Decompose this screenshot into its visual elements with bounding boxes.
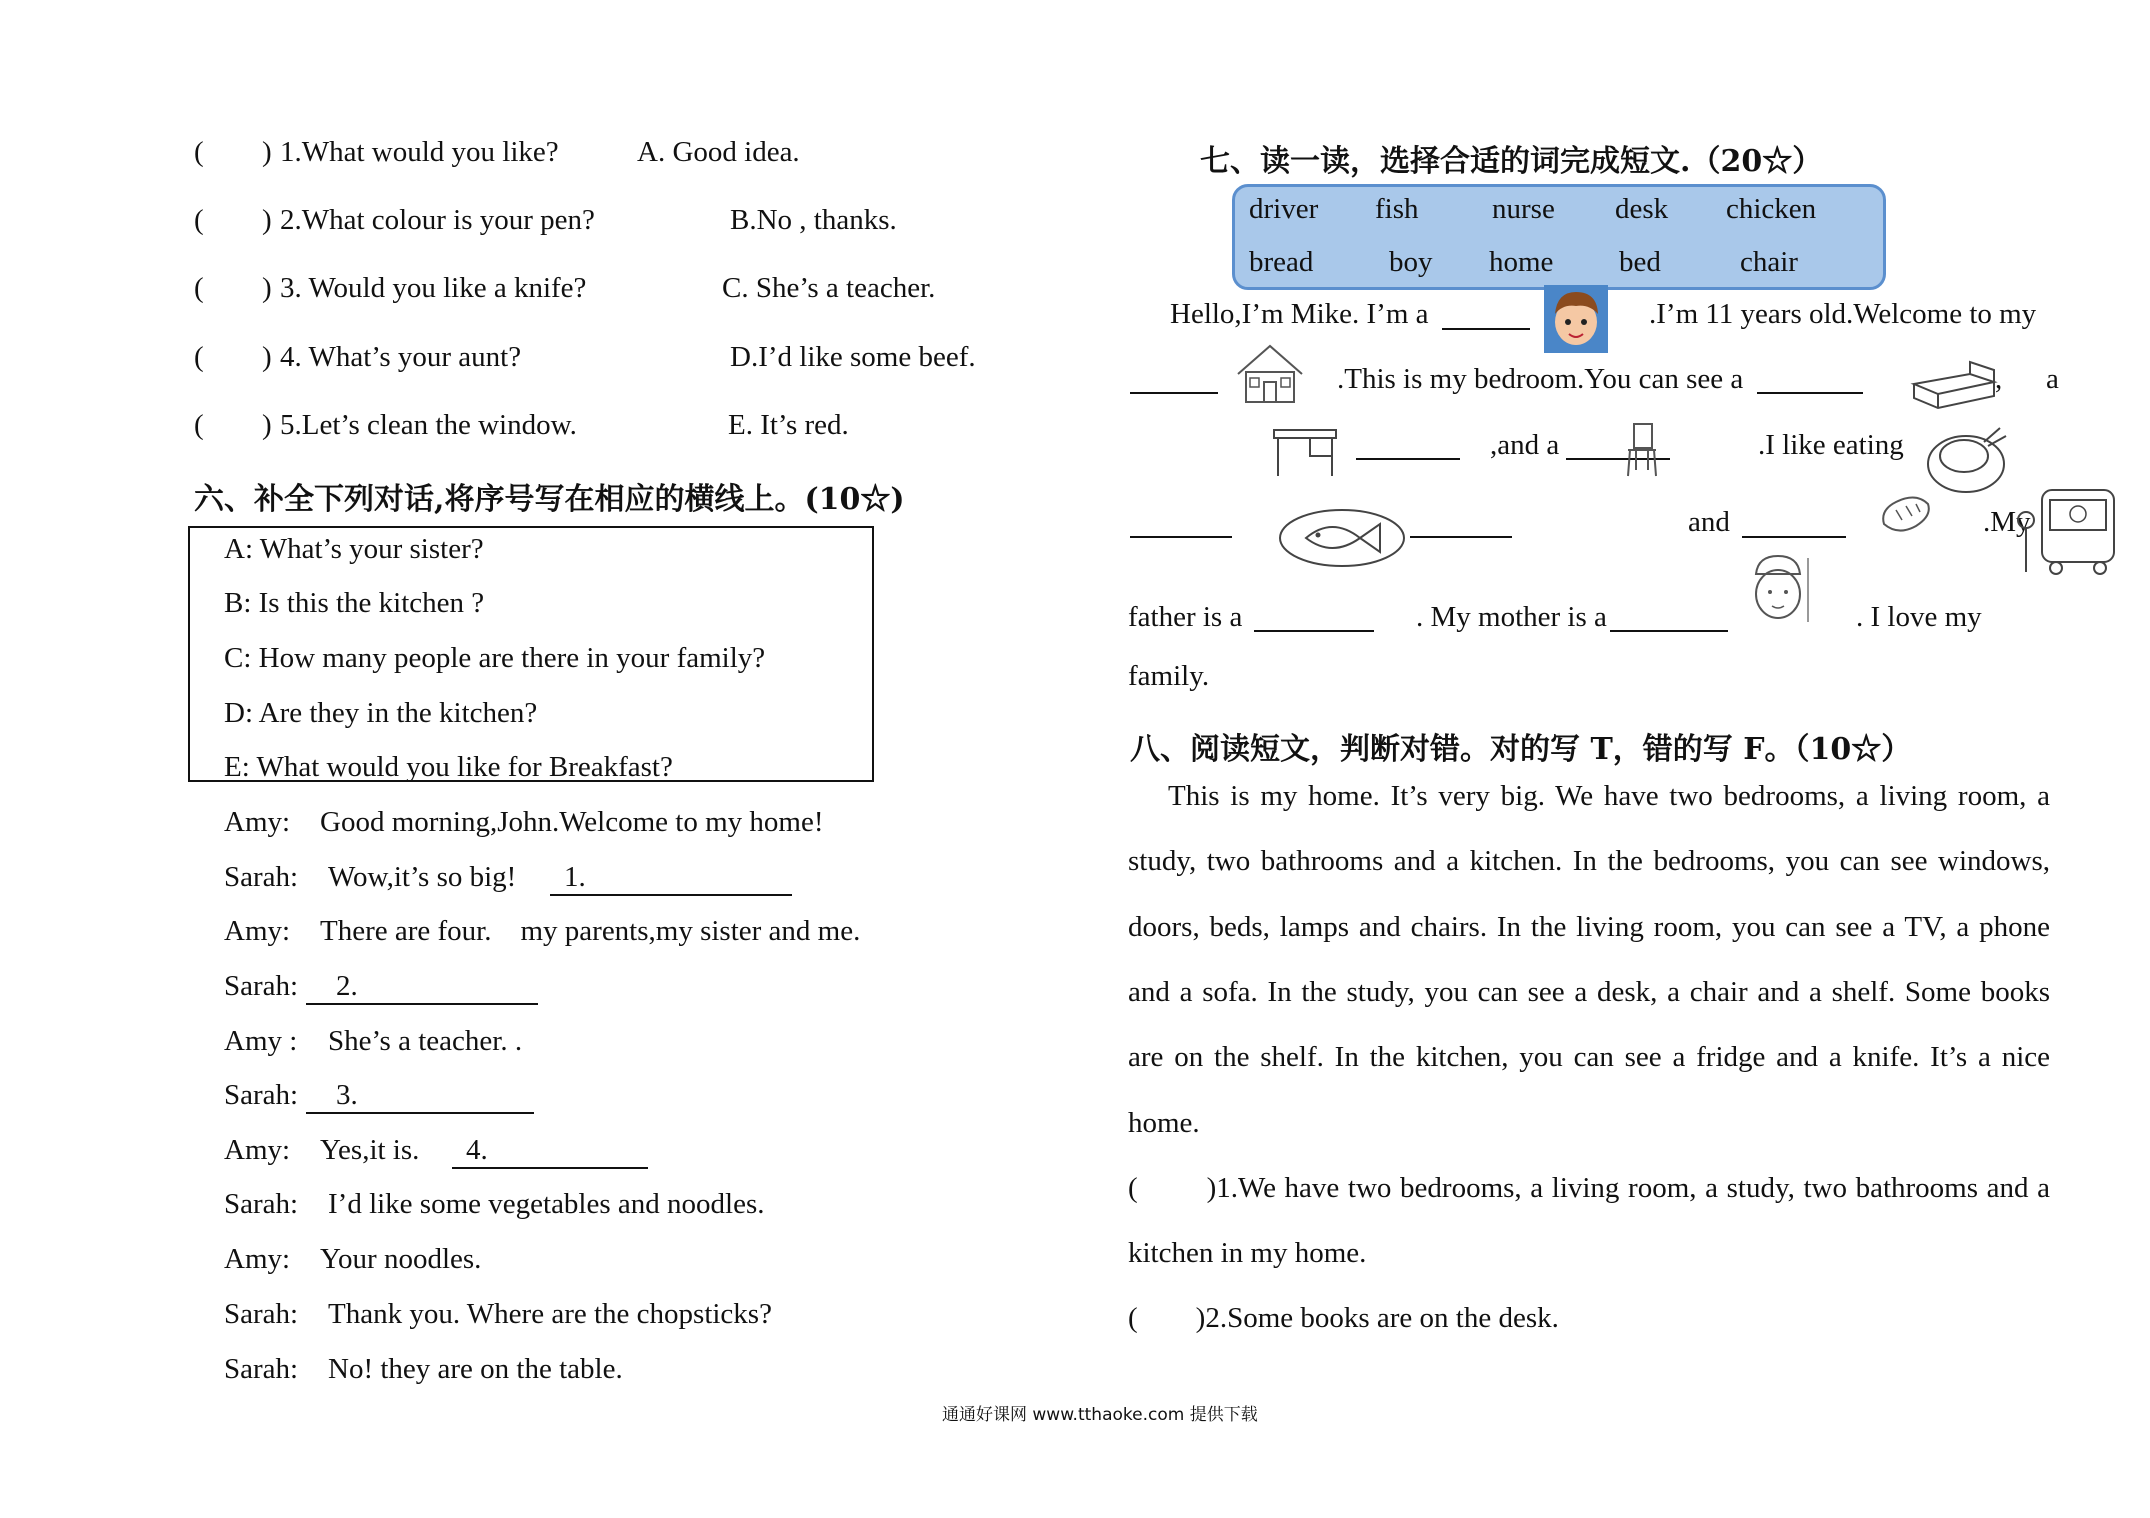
speaker: Amy: [224, 915, 291, 947]
speaker: Sarah: [224, 1079, 299, 1111]
house-icon [1230, 340, 1310, 406]
blank-bed[interactable] [1757, 364, 1863, 394]
dialogue-line: Wow,it’s so big! [328, 861, 517, 893]
paren-close: ) [262, 409, 272, 441]
cloze-text: .I like eating [1758, 429, 1904, 461]
match-answer: D.I’d like some beef. [730, 341, 976, 373]
passage-line: are on the shelf. In the kitchen, you can see a fridge and a knife. It’s a nice [1128, 1041, 2050, 1073]
section6-title: 六、补全下列对话,将序号写在相应的横线上。(10☆) [194, 482, 905, 517]
match-answer: B.No , thanks. [730, 204, 897, 236]
paren-close: ) [262, 136, 272, 168]
word-nurse: nurse [1492, 193, 1555, 225]
driver-bus-icon [2012, 484, 2120, 576]
word-boy: boy [1389, 246, 1433, 278]
fish-icon [1276, 504, 1408, 570]
passage-line: home. [1128, 1107, 1200, 1139]
dialogue-line: No! they are on the table. [328, 1353, 623, 1385]
cloze-text: father is a [1128, 601, 1243, 633]
match-question: 5.Let’s clean the window. [280, 409, 577, 441]
cloze-text: .I’m 11 years old.Welcome to my [1649, 298, 2037, 330]
paren-open: ( [194, 341, 204, 373]
chair-icon [1622, 420, 1662, 478]
speaker: Sarah: [224, 1188, 299, 1220]
cloze-text: . My mother is a [1416, 601, 1607, 633]
cloze-text: and [1688, 506, 1730, 538]
paren-open: ( [194, 409, 204, 441]
dialogue-line: Good morning,John.Welcome to my home! [320, 806, 824, 838]
boy-icon [1543, 284, 1609, 354]
cloze-text: , [1995, 363, 2003, 395]
cloze-text: . I love my [1856, 601, 1982, 633]
word-desk: desk [1615, 193, 1669, 225]
nurse-icon [1742, 552, 1814, 628]
blank-4[interactable]: 4. [452, 1134, 648, 1169]
tf-question-1-cont: kitchen in my home. [1128, 1237, 1367, 1269]
word-chicken: chicken [1726, 193, 1817, 225]
option-e: E: What would you like for Breakfast? [224, 751, 673, 783]
blank-desk[interactable] [1356, 430, 1460, 460]
dialogue-line: There are four. my parents,my sister and me. [320, 915, 861, 947]
speaker: Amy: [224, 1134, 291, 1166]
speaker: Sarah: [224, 1298, 299, 1330]
dialogue-line: Yes,it is. [320, 1134, 420, 1166]
blank-2[interactable]: 2. [306, 970, 538, 1005]
match-question: 3. Would you like a knife? [280, 272, 587, 304]
dialogue-line: I’d like some vegetables and noodles. [328, 1188, 765, 1220]
word-bed: bed [1619, 246, 1661, 278]
match-question: 1.What would you like? [280, 136, 559, 168]
bread-icon [1878, 488, 1934, 536]
blank-boy[interactable] [1442, 300, 1530, 330]
option-c: C: How many people are there in your family? [224, 642, 766, 674]
passage-line: study, two bathrooms and a kitchen. In the bedrooms, you can see windows, [1128, 845, 2050, 877]
passage-line: doors, beds, lamps and chairs. In the living room, you can see a TV, a phone [1128, 911, 2050, 943]
match-answer: C. She’s a teacher. [722, 272, 936, 304]
cloze-text: Hello,I’m Mike. I’m a [1170, 298, 1429, 330]
paren-close: ) [262, 272, 272, 304]
match-question: 4. What’s your aunt? [280, 341, 522, 373]
cloze-text: family. [1128, 660, 1210, 692]
match-answer: A. Good idea. [637, 136, 800, 168]
word-chair: chair [1740, 246, 1798, 278]
speaker: Amy : [224, 1025, 298, 1057]
speaker: Amy: [224, 1243, 291, 1275]
speaker: Amy: [224, 806, 291, 838]
cloze-text: .My [1983, 506, 2031, 538]
blank-driver[interactable] [1254, 602, 1374, 632]
word-bread: bread [1249, 246, 1314, 278]
speaker: Sarah: [224, 970, 299, 1002]
passage-line: and a sofa. In the study, you can see a desk, a chair and a shelf. Some books [1128, 976, 2050, 1008]
passage-line: This is my home. It’s very big. We have two bedrooms, a living room, a [1168, 780, 2050, 812]
paren-close: ) [262, 204, 272, 236]
speaker: Sarah: [224, 1353, 299, 1385]
word-bank [1232, 184, 1886, 290]
section8-title: 八、阅读短文，判断对错。对的写 T，错的写 F。（10☆） [1130, 732, 1912, 767]
bed-icon [1910, 358, 1998, 412]
blank-3[interactable]: 3. [306, 1079, 534, 1114]
footer-credit: 通通好课网 www.tthaoke.com 提供下载 [942, 1405, 1258, 1425]
section7-title: 七、读一读，选择合适的词完成短文.（20☆） [1200, 144, 1823, 179]
cloze-text: .This is my bedroom.You can see a [1337, 363, 1744, 395]
paren-open: ( [194, 204, 204, 236]
blank-fish[interactable] [1130, 508, 1232, 538]
blank-home[interactable] [1130, 364, 1218, 394]
word-home: home [1489, 246, 1554, 278]
blank-bread[interactable] [1742, 508, 1846, 538]
tf-question-1: ( )1.We have two bedrooms, a living room, a study, two bathrooms and a [1128, 1172, 2050, 1204]
blank-food[interactable] [1410, 508, 1512, 538]
blank-1[interactable]: 1. [550, 861, 792, 896]
dialogue-line: Thank you. Where are the chopsticks? [328, 1298, 772, 1330]
match-question: 2.What colour is your pen? [280, 204, 595, 236]
desk-icon [1270, 424, 1340, 478]
paren-close: ) [262, 341, 272, 373]
option-b: B: Is this the kitchen ? [224, 587, 485, 619]
speaker: Sarah: [224, 861, 299, 893]
cloze-text: ,and a [1490, 429, 1560, 461]
paren-open: ( [194, 136, 204, 168]
blank-nurse[interactable] [1610, 602, 1728, 632]
word-fish: fish [1375, 193, 1419, 225]
match-answer: E. It’s red. [728, 409, 849, 441]
dialogue-line: She’s a teacher. . [328, 1025, 523, 1057]
cloze-text: a [2046, 363, 2059, 395]
word-driver: driver [1249, 193, 1319, 225]
option-d: D: Are they in the kitchen? [224, 697, 538, 729]
paren-open: ( [194, 272, 204, 304]
dialogue-line: Your noodles. [320, 1243, 482, 1275]
tf-question-2: ( )2.Some books are on the desk. [1128, 1302, 1559, 1334]
option-a: A: What’s your sister? [224, 533, 484, 565]
